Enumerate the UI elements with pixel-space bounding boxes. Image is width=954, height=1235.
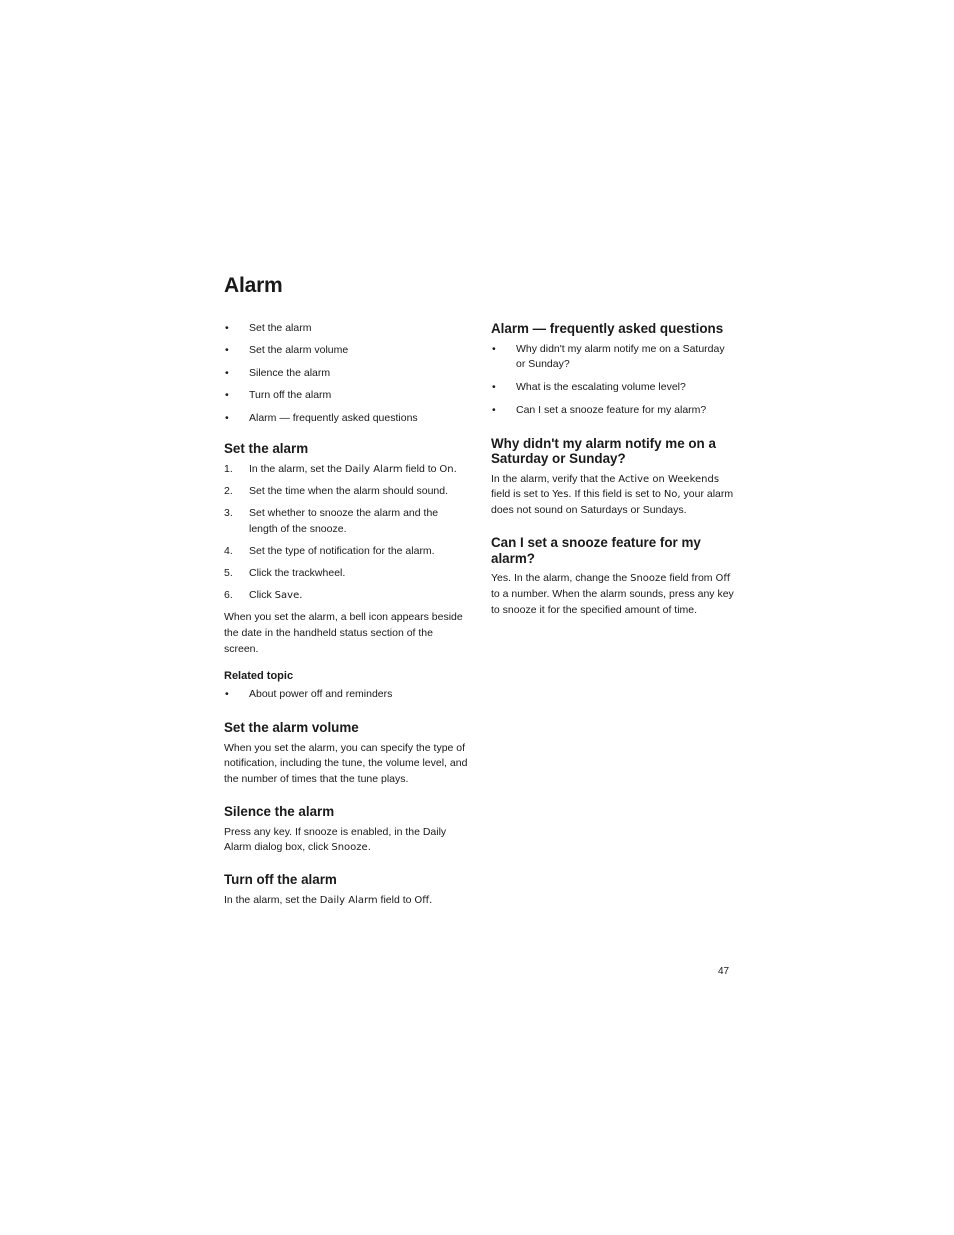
bullet-icon: • — [492, 403, 496, 416]
set-alarm-note: When you set the alarm, a bell icon appears beside the date in the handheld status section of the screen. — [224, 610, 463, 655]
section-heading-turn-off: Turn off the alarm — [224, 872, 337, 888]
weekend-body: In the alarm, verify that the Active on Weekends field is set to Yes. If this field is set to No, your alarm does not sound on Saturdays or Sundays. — [491, 472, 734, 517]
section-heading-weekend: Why didn't my alarm notify me on a Saturday or Sunday? — [491, 435, 716, 467]
bullet-icon: • — [225, 322, 229, 334]
bullet-icon: • — [225, 389, 229, 402]
step-item: 5. Click the trackwheel. — [224, 567, 346, 580]
step-item: 6. Click Save. — [224, 589, 303, 602]
toc-list — [224, 321, 469, 426]
turn-off-body: In the alarm, set the Daily Alarm field to Off. — [224, 893, 433, 906]
alarm-volume-body: When you set the alarm, you can specify the type of notification, including the tune, the volume level, and the number of times that the tune plays. — [224, 741, 468, 786]
ui-term-off: Off — [715, 573, 731, 585]
step-item: 2. Set the time when the alarm should sound. — [224, 484, 449, 497]
bullet-icon: • — [225, 366, 229, 379]
ui-term-snooze: Snooze — [630, 573, 667, 585]
section-heading-silence: Silence the alarm — [224, 804, 335, 819]
faq-item[interactable]: • Can I set a snooze feature for my alarm? — [491, 403, 736, 419]
right-column — [491, 320, 736, 618]
section-heading-set-alarm: Set the alarm — [224, 441, 309, 457]
faq-item[interactable]: • What is the escalating volume level? — [491, 380, 736, 396]
page-number: 47 — [718, 966, 730, 977]
silence-body: Press any key. If snooze is enabled, in the Daily Alarm dialog box, click Snooze. — [224, 825, 447, 854]
bullet-icon: • — [225, 411, 229, 424]
ui-term-daily-alarm: Daily Alarm — [344, 463, 403, 475]
bullet-icon: • — [492, 381, 496, 394]
bullet-icon: • — [225, 688, 229, 701]
ui-term-active-on-weekends: Active on Weekends — [618, 473, 720, 485]
related-topic-heading: Related topic — [224, 670, 294, 683]
toc-item[interactable]: • Set the alarm volume — [224, 343, 469, 359]
ui-term-save: Save. — [274, 590, 303, 602]
toc-item[interactable]: • Turn off the alarm — [224, 388, 469, 404]
ui-term-yes: Yes. — [552, 489, 572, 501]
faq-item[interactable]: • Why didn't my alarm notify me on a Saturday or Sunday? — [492, 342, 725, 371]
section-heading-snooze: Can I set a snooze feature for my alarm? — [491, 535, 701, 566]
page-title: Alarm — [224, 274, 283, 297]
toc-item[interactable]: • Alarm — frequently asked questions — [224, 411, 469, 427]
toc-item[interactable]: • Silence the alarm — [224, 366, 469, 382]
section-heading-faq: Alarm — frequently asked questions — [491, 321, 724, 336]
ui-term-daily-alarm: Daily Alarm — [319, 894, 378, 906]
ui-term-snooze: Snooze. — [331, 842, 371, 854]
related-topic-list — [224, 687, 469, 703]
left-column — [224, 320, 469, 908]
ui-term-no: No, — [663, 489, 681, 501]
ui-term-on: On. — [439, 463, 457, 475]
bullet-icon: • — [492, 342, 496, 355]
toc-item[interactable]: • Set the alarm — [224, 321, 469, 337]
section-heading-alarm-volume: Set the alarm volume — [224, 720, 359, 736]
faq-list — [491, 342, 736, 419]
step-item: 4. Set the type of notification for the alarm. — [224, 544, 435, 557]
related-topic-link[interactable]: • About power off and reminders — [224, 687, 469, 703]
bullet-icon: • — [225, 344, 229, 357]
set-alarm-steps — [224, 462, 469, 604]
step-item: 1. In the alarm, set the Daily Alarm field to On. — [224, 462, 457, 475]
snooze-body: Yes. In the alarm, change the Snooze field from Off to a number. When the alarm sounds, press any key to snooze it for the specified amount of time. — [491, 572, 734, 616]
ui-term-off: Off. — [414, 894, 433, 906]
step-item: 3. Set whether to snooze the alarm and the length of the snooze. — [224, 507, 439, 535]
